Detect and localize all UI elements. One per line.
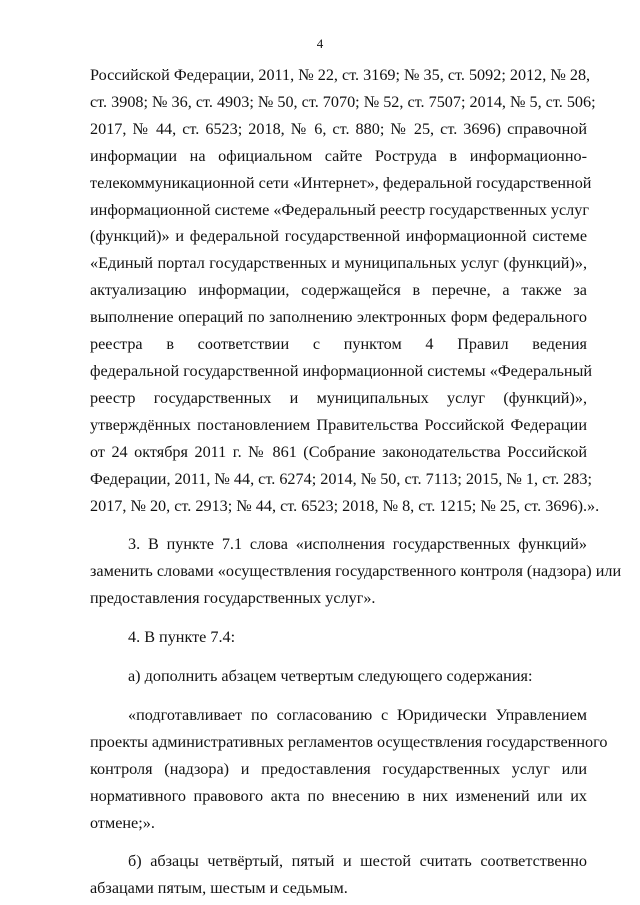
paragraph-gap <box>90 519 587 531</box>
text-line: «Единый портал государственных и муниципальных услуг (функций)», <box>90 254 587 273</box>
text-line: информации на официальном сайте Роструда в информационно- <box>90 146 587 165</box>
page-number: 4 <box>316 36 324 51</box>
text-line: отмене;». <box>90 813 155 832</box>
text-line: «подготавливает по согласованию с Юридически Управлением <box>128 705 587 724</box>
paragraph-gap <box>90 651 587 663</box>
text-line: а) дополнить абзацем четвертым следующего содержания: <box>128 667 533 686</box>
text-line: 3. В пункте 7.1 слова «исполнения государственных функций» <box>128 535 587 554</box>
paragraph-gap <box>90 836 587 848</box>
text-line: ст. 3908; № 36, ст. 4903; № 50, ст. 7070; № 52, ст. 7507; 2014, № 5, ст. 506; <box>90 92 596 111</box>
text-line: предоставления государственных услуг». <box>90 589 376 608</box>
text-line: контроля (надзора) и предоставления государственных услуг или <box>90 759 587 778</box>
text-line: заменить словами «осуществления государственного контроля (надзора) или <box>90 562 622 581</box>
text-line: абзацами пятым, шестым и седьмым. <box>90 879 348 898</box>
text-line: реестр государственных и муниципальных услуг (функций)», <box>90 388 587 407</box>
text-line: 4. В пункте 7.4: <box>128 628 236 647</box>
text-line: от 24 октября 2011 г. № 861 (Собрание законодательства Российской <box>90 442 587 461</box>
text-line: актуализацию информации, содержащейся в перечне, а также за <box>90 281 587 300</box>
document-body <box>90 62 622 902</box>
text-line: нормативного правового акта по внесению в них изменений или их <box>90 786 587 805</box>
paragraph-gap <box>90 612 587 624</box>
text-line: б) абзацы четвёртый, пятый и шестой считать соответственно <box>128 852 587 871</box>
paragraph-gap <box>90 690 587 702</box>
text-line: 2017, № 20, ст. 2913; № 44, ст. 6523; 2018, № 8, ст. 1215; № 25, ст. 3696).». <box>90 496 600 515</box>
text-line: Российской Федерации, 2011, № 22, ст. 3169; № 35, ст. 5092; 2012, № 28, <box>90 66 591 84</box>
text-line: федеральной государственной информационной системы «Федеральный <box>90 361 593 380</box>
text-line: выполнение операций по заполнению электронных форм федерального <box>90 308 587 327</box>
text-line: реестра в соответствии с пунктом 4 Правил ведения <box>90 335 587 354</box>
text-line: утверждённых постановлением Правительства Российской Федерации <box>90 415 587 434</box>
text-line: Федерации, 2011, № 44, ст. 6274; 2014, № 50, ст. 7113; 2015, № 1, ст. 283; <box>90 469 592 488</box>
text-line: (функций)» и федеральной государственной информационной системе <box>90 227 587 246</box>
text-line: информационной системе «Федеральный реестр государственных услуг <box>90 200 589 219</box>
text-line: 2017, № 44, ст. 6523; 2018, № 6, ст. 880; № 25, ст. 3696) справочной <box>90 119 587 138</box>
text-line: проекты административных регламентов осуществления государственного <box>90 732 608 751</box>
text-line: телекоммуникационной сети «Интернет», федеральной государственной <box>90 173 592 192</box>
